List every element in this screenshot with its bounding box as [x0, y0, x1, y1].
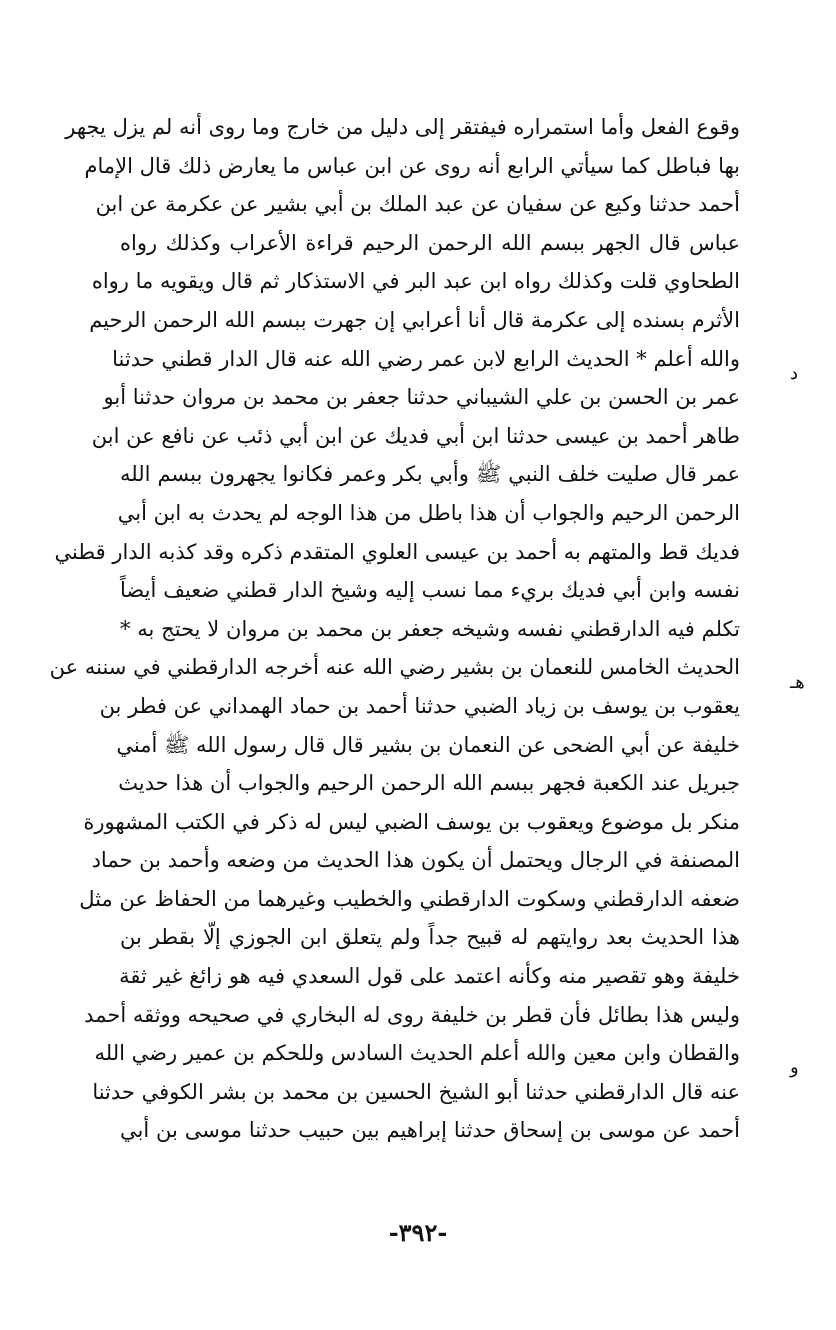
text-line: بها فباطل كما سيأتي الرابع أنه روى عن ابن عباس ما يعارض ذلك قال الإمام: [84, 153, 740, 178]
text-line: خليفة وهو تقصير منه وكأنه اعتمد على قول السعدي فيه هو زائغ غير ثقة: [119, 964, 740, 989]
text-line: عباس قال الجهر ببسم الله الرحمن الرحيم قراءة الأعراب وكذلك رواه: [120, 230, 740, 255]
text-line: نفسه وابن أبي فديك بريء مما نسب إليه وشيخ الدار قطني ضعيف أيضاً: [120, 578, 740, 603]
page-number: -٣٩٢-: [388, 1218, 448, 1247]
margin-mark-dal: د: [790, 363, 799, 384]
text-line: تكلم فيه الدارقطني نفسه وشيخه جعفر بن محمد بن مروان لا يحتج به *: [120, 616, 740, 641]
text-line: هذا الحديث بعد روايتهم له قبيح جداً ولم يتعلق ابن الجوزي إلّا بقطر بن: [120, 925, 740, 950]
text-line: والله أعلم * الحديث الرابع لابن عمر رضي الله عنه قال الدار قطني حدثنا: [112, 346, 740, 371]
text-line: أحمد عن موسى بن إسحاق حدثنا إبراهيم بين حبيب حدثنا موسى بن أبي: [120, 1118, 740, 1143]
text-line: جبريل عند الكعبة فجهر ببسم الله الرحمن الرحيم والجواب أن هذا حديث: [118, 771, 740, 796]
text-line: الحديث الخامس للنعمان بن بشير رضي الله عنه أخرجه الدارقطني في سننه عن: [49, 655, 740, 680]
page-body-text: [49, 108, 740, 1150]
text-line: ضعفه الدارقطني وسكوت الدارقطني والخطيب وغيرهما من الحفاظ عن مثل: [79, 886, 740, 911]
text-line: الطحاوي قلت وكذلك رواه ابن عبد البر في الاستذكار ثم قال ويقويه ما رواه: [91, 269, 740, 294]
text-line: منكر بل موضوع ويعقوب بن يوسف الضبي ليس له ذكر في الكتب المشهورة: [83, 809, 740, 834]
text-line: عمر قال صليت خلف النبي ﷺ وأبي بكر وعمر فكانوا يجهرون ببسم الله: [120, 462, 740, 487]
text-line: فديك قط والمتهم به أحمد بن عيسى العلوي المتقدم ذكره وقد كذبه الدار قطني: [54, 539, 740, 564]
text-line: عنه قال الدارقطني حدثنا أبو الشيخ الحسين بن محمد بن بشر الكوفي حدثنا: [92, 1079, 740, 1104]
text-line: والقطان وابن معين والله أعلم الحديث السادس وللحكم بن عمير رضي الله: [94, 1041, 740, 1066]
margin-mark-ha: هـ: [790, 672, 805, 693]
text-line: وليس هذا بطائل فأن قطر بن خليفة روى له البخاري في صحيحه ووثقه أحمد: [84, 1002, 740, 1027]
text-line: يعقوب بن يوسف بن زياد الضبي حدثنا أحمد بن حماد الهمداني عن فطر بن: [99, 693, 740, 718]
text-line: طاهر أحمد بن عيسى حدثنا ابن أبي فديك عن ابن أبي ذئب عن نافع عن ابن: [91, 423, 740, 448]
text-line: وقوع الفعل وأما استمراره فيفتقر إلى دليل من خارج وما روى أنه لم يزل يجهر: [65, 115, 740, 139]
text-line: خليفة عن أبي الضحى عن النعمان بن بشير قال قال رسول الله ﷺ أمني: [116, 732, 740, 757]
text-line: أحمد حدثنا وكيع عن سفيان عن عبد الملك بن أبي بشير عن عكرمة عن ابن: [95, 192, 740, 217]
text-line: عمر بن الحسن بن علي الشيباني حدثنا جعفر بن محمد بن مروان حدثنا أبو: [103, 385, 740, 410]
text-line: الأثرم بسنده إلى عكرمة قال أنا أعرابي إن جهرت ببسم الله الرحمن الرحيم: [89, 307, 740, 332]
text-line: الرحمن الرحيم والجواب أن هذا باطل من هذا الوجه لم يحدث به ابن أبي: [117, 500, 740, 525]
margin-mark-waw: و: [790, 1057, 799, 1078]
text-line: المصنفة في الرجال ويحتمل أن يكون هذا الحديث من وضعه وأحمد بن حماد: [91, 848, 740, 873]
